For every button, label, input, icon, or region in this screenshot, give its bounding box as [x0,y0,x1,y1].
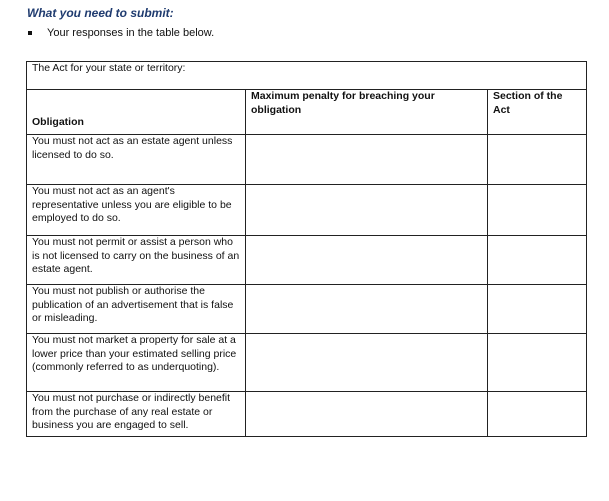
bullet-icon [28,31,32,35]
table-header-row [27,90,587,135]
section-cell[interactable] [488,135,587,185]
obligation-cell: You must not act as an estate agent unless licensed to do so. [27,135,246,185]
table-row [27,135,587,185]
penalty-cell[interactable] [246,285,488,334]
obligation-cell: You must not permit or assist a person who is not licensed to carry on the business of an estate agent. [27,236,246,285]
obligations-table [26,61,587,437]
section-cell[interactable] [488,285,587,334]
submission-heading: What you need to submit: [27,6,174,20]
table-row [27,285,587,334]
act-label-cell[interactable]: The Act for your state or territory: [27,62,587,90]
penalty-cell[interactable] [246,135,488,185]
section-cell[interactable] [488,185,587,236]
act-row [27,62,587,90]
obligation-cell: You must not purchase or indirectly benefit from the purchase of any real estate or business you are engaged to sell. [27,392,246,437]
table-row [27,334,587,392]
table-row [27,392,587,437]
header-obligation: Obligation [27,90,246,135]
submission-bullet-item [27,27,214,39]
penalty-cell[interactable] [246,392,488,437]
obligation-cell: You must not market a property for sale at a lower price than your estimated selling price (commonly referred to as underquoting). [27,334,246,392]
section-cell[interactable] [488,334,587,392]
submission-bullet-text: Your responses in the table below. [47,27,215,39]
section-cell[interactable] [488,236,587,285]
header-section-of-act: Section of the Act [488,90,587,135]
penalty-cell[interactable] [246,236,488,285]
obligation-cell: You must not act as an agent's representative unless you are eligible to be employed to do so. [27,185,246,236]
section-cell[interactable] [488,392,587,437]
table-row [27,185,587,236]
obligation-cell: You must not publish or authorise the publication of an advertisement that is false or misleading. [27,285,246,334]
header-maximum-penalty: Maximum penalty for breaching your obligation [246,90,488,135]
penalty-cell[interactable] [246,334,488,392]
table-row [27,236,587,285]
penalty-cell[interactable] [246,185,488,236]
